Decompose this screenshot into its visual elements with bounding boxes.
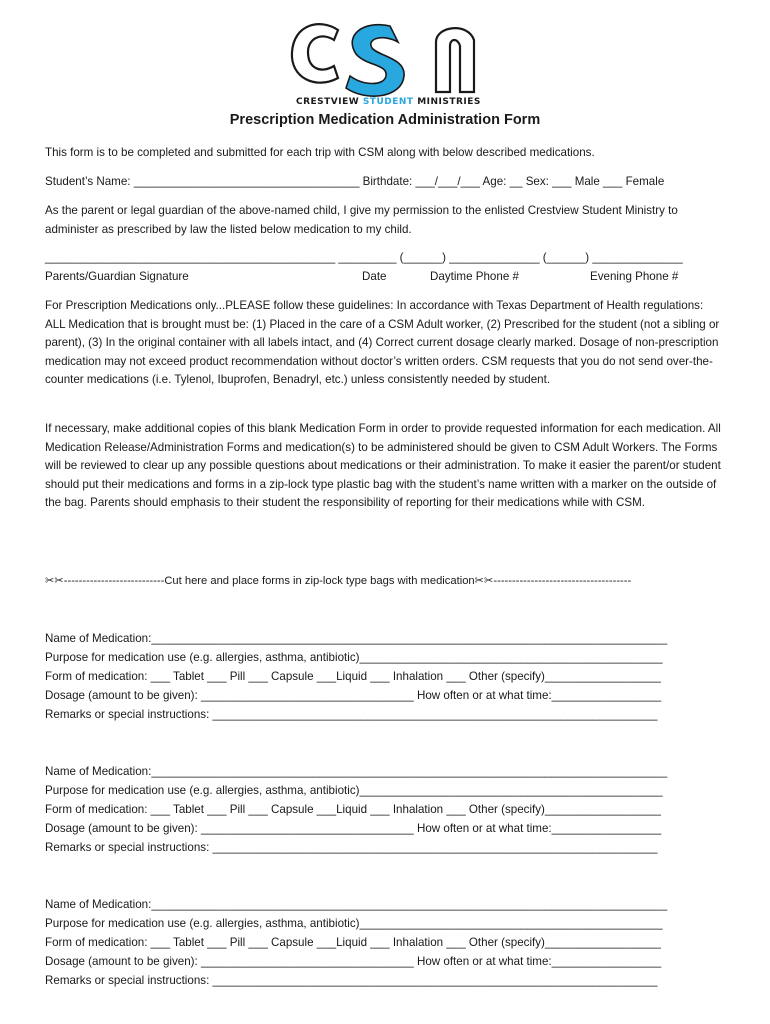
signature-label-evening-phone: Evening Phone # — [590, 270, 679, 283]
signature-blanks: _____________________________________________ _________ (______) ______________ (______) ______________ — [45, 251, 683, 264]
medication-form-field[interactable]: Form of medication: ___ Tablet ___ Pill ___ Capsule ___Liquid ___ Inhalation ___ Other (specify)__________________ — [45, 936, 661, 949]
permission-text: As the parent or legal guardian of the above-named child, I give my permission to the enlisted Crestview Student Ministry to administer as prescribed by law the listed below medication to my child. — [45, 204, 678, 236]
guidelines-text: For Prescription Medications only...PLEASE follow these guidelines: In accordance with Texas Department of Health regulations: ALL Medication that is brought must be: (1) Placed in the care of a CSM Adult worker, (2) Prescribed for the student (not a sibling or parent), (3) In the original container with all labels intact, and (4) Correct current dosage clearly marked. Dosage of non-prescription medication may not exceed product recommendation without doctor’s written orders. CSM requests that you do not send over-the-counter medications (i.e. Tylenol, Ibuprofen, Benadryl, etc.) unless consistently needed by student. — [45, 299, 720, 387]
medication-remarks-field[interactable]: Remarks or special instructions: _____________________________________________________________________ — [45, 708, 658, 721]
signature-label-date: Date — [362, 270, 387, 283]
signature-label-daytime-phone: Daytime Phone # — [430, 270, 519, 283]
medication-dosage-field[interactable]: Dosage (amount to be given): _________________________________ How often or at what time:_________________ — [45, 822, 662, 835]
medication-dosage-field[interactable]: Dosage (amount to be given): _________________________________ How often or at what time:_________________ — [45, 689, 662, 702]
signature-label-parent: Parents/Guardian Signature — [45, 270, 189, 283]
medication-remarks-field[interactable]: Remarks or special instructions: _____________________________________________________________________ — [45, 974, 658, 987]
medication-purpose-field[interactable]: Purpose for medication use (e.g. allergies, asthma, antibiotic)_______________________________________________ — [45, 651, 663, 664]
form-title: Prescription Medication Administration Form — [229, 112, 541, 128]
medication-form-field[interactable]: Form of medication: ___ Tablet ___ Pill ___ Capsule ___Liquid ___ Inhalation ___ Other (specify)__________________ — [45, 803, 661, 816]
medication-purpose-field[interactable]: Purpose for medication use (e.g. allergies, asthma, antibiotic)_______________________________________________ — [45, 917, 663, 930]
medication-name-field[interactable]: Name of Medication:________________________________________________________________________________ — [45, 765, 668, 778]
cut-line: ✂✂---------------------------Cut here and place forms in zip-lock type bags with medication✂✂------------------------------------- — [45, 575, 632, 587]
medication-remarks-field[interactable]: Remarks or special instructions: _____________________________________________________________________ — [45, 841, 658, 854]
student-info-line: Student’s Name: ___________________________________ Birthdate: ___/___/___ Age: __ Sex: ___ Male ___ Female — [45, 175, 665, 188]
svg-text:CRESTVIEW STUDENT MINISTRIES: CRESTVIEW STUDENT MINISTRIES — [296, 97, 481, 107]
copies-text: If necessary, make additional copies of this blank Medication Form in order to provide requested information for each medication. All Medication Release/Administration Forms and medication(s) to be administered should be given to CSM Adult Workers. The Forms will be reviewed to clear up any possible questions about medications or their administration. To make it easier the parent/or student should put their medications and forms in a zip-lock type plastic bag with the student’s name written with a marker on the outside of the bag. Parents should emphasis to their student the responsibility of reporting for their medications while with CSM. — [45, 422, 721, 510]
medication-form-field[interactable]: Form of medication: ___ Tablet ___ Pill ___ Capsule ___Liquid ___ Inhalation ___ Other (specify)__________________ — [45, 670, 661, 683]
intro-text: This form is to be completed and submitted for each trip with CSM along with below described medications. — [45, 146, 595, 159]
medication-purpose-field[interactable]: Purpose for medication use (e.g. allergies, asthma, antibiotic)_______________________________________________ — [45, 784, 663, 797]
medication-dosage-field[interactable]: Dosage (amount to be given): _________________________________ How often or at what time:_________________ — [45, 955, 662, 968]
medication-name-field[interactable]: Name of Medication:________________________________________________________________________________ — [45, 898, 668, 911]
medication-name-field[interactable]: Name of Medication:________________________________________________________________________________ — [45, 632, 668, 645]
csm-logo — [280, 12, 490, 108]
